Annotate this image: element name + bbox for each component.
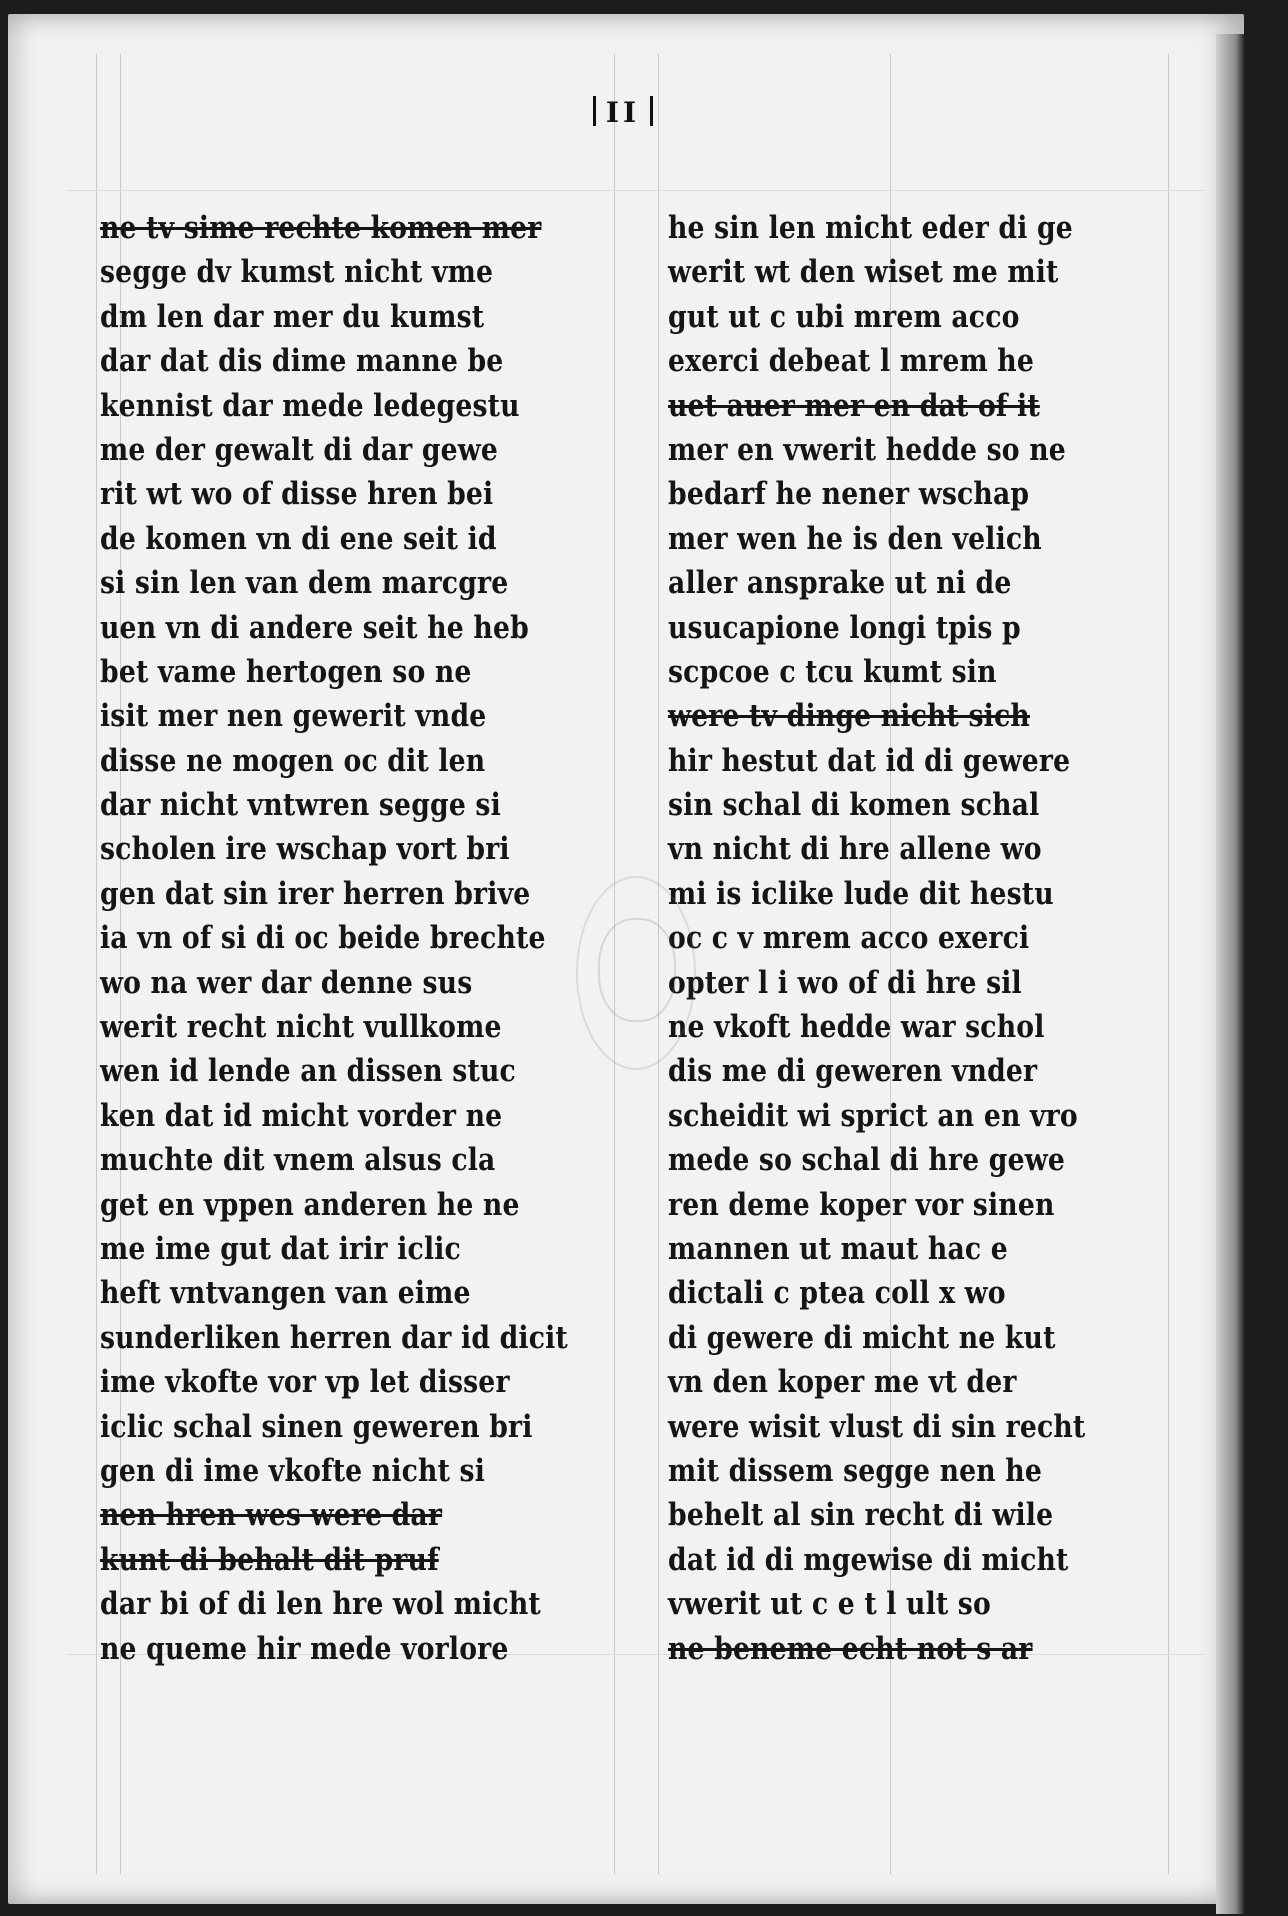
text-line: gut ut c ubi mrem acco: [668, 298, 1020, 335]
text-line: werit recht nicht vullkome: [100, 1009, 502, 1046]
text-line: ne beneme echt not s ar: [668, 1630, 1033, 1667]
text-line: vwerit ut c e t l ult so: [668, 1586, 991, 1623]
text-line: exerci debeat l mrem he: [668, 343, 1035, 380]
text-line: behelt al sin recht di wile: [668, 1497, 1054, 1534]
text-line: aller ansprake ut ni de: [668, 565, 1012, 602]
page-edge: [1216, 34, 1244, 1914]
text-line: dis me di geweren vnder: [668, 1053, 1038, 1090]
text-line: ren deme koper vor sinen: [668, 1186, 1055, 1223]
text-line: were tv dinge nicht sich: [668, 698, 1030, 735]
text-line: dat id di mgewise di micht: [668, 1541, 1069, 1578]
text-line: uet auer mer en dat of it: [668, 387, 1040, 424]
text-line: wen id lende an dissen stuc: [100, 1053, 516, 1090]
text-line: gen dat sin irer herren brive: [100, 875, 531, 912]
text-line: hir hestut dat id di gewere: [668, 742, 1071, 779]
text-line: di gewere di micht ne kut: [668, 1319, 1056, 1356]
text-line: disse ne mogen oc dit len: [100, 742, 486, 779]
text-line: heft vntvangen van eime: [100, 1275, 471, 1312]
right-text-column: [668, 206, 1188, 1671]
text-line: usucapione longi tpis p: [668, 609, 1021, 646]
text-line: kunt di behalt dit pruf: [100, 1541, 439, 1578]
text-line: scpcoe c tcu kumt sin: [668, 653, 997, 690]
text-line: iclic schal sinen geweren bri: [100, 1408, 533, 1445]
text-line: sunderliken herren dar id dicit: [100, 1319, 568, 1356]
text-line: he sin len micht eder di ge: [668, 210, 1073, 246]
text-line: oc c v mrem acco exerci: [668, 920, 1030, 957]
text-line: rit wt wo of disse hren bei: [100, 476, 494, 513]
text-line: were wisit vlust di sin recht: [668, 1408, 1086, 1445]
text-line: opter l i wo of di hre sil: [668, 964, 1022, 1001]
text-line: dar nicht vntwren segge si: [100, 787, 501, 824]
left-text-column: [100, 206, 640, 1671]
text-line: scheidit wi sprict an en vro: [668, 1097, 1078, 1134]
ruling-line: [68, 190, 1204, 191]
text-line: ne queme hir mede vorlore: [100, 1630, 509, 1667]
text-line: nen hren wes were dar: [100, 1497, 443, 1534]
text-line: dar bi of di len hre wol micht: [100, 1586, 541, 1623]
text-line: ne tv sime rechte komen mer: [100, 210, 542, 246]
text-line: bedarf he nener wschap: [668, 476, 1030, 513]
text-line: kennist dar mede ledegestu: [100, 387, 520, 424]
text-line: ken dat id micht vorder ne: [100, 1097, 503, 1134]
text-line: dm len dar mer du kumst: [100, 298, 485, 335]
text-line: mer wen he is den velich: [668, 520, 1042, 557]
library-stamp: [576, 876, 696, 1070]
text-line: vn den koper me vt der: [668, 1364, 1017, 1401]
text-line: ia vn of si di oc beide brechte: [100, 920, 546, 957]
text-line: me der gewalt di dar gewe: [100, 431, 499, 468]
text-line: muchte dit vnem alsus cla: [100, 1142, 496, 1179]
stamp-emblem: [598, 918, 676, 1022]
text-line: bet vame hertogen so ne: [100, 653, 472, 690]
text-line: si sin len van dem marcgre: [100, 565, 509, 602]
text-line: vn nicht di hre allene wo: [668, 831, 1042, 868]
text-line: segge dv kumst nicht vme: [100, 254, 494, 291]
text-line: de komen vn di ene seit id: [100, 520, 497, 557]
text-line: mede so schal di hre gewe: [668, 1142, 1065, 1179]
folio-number: II: [583, 96, 663, 126]
ruling-line: [96, 54, 97, 1874]
text-line: mit dissem segge nen he: [668, 1452, 1042, 1489]
text-line: wo na wer dar denne sus: [100, 964, 473, 1001]
text-line: dictali c ptea coll x wo: [668, 1275, 1006, 1312]
text-line: werit wt den wiset me mit: [668, 254, 1059, 291]
text-line: isit mer nen gewerit vnde: [100, 698, 487, 735]
text-line: mer en vwerit hedde so ne: [668, 431, 1066, 468]
text-line: scholen ire wschap vort bri: [100, 831, 510, 868]
manuscript-page: [8, 14, 1244, 1904]
text-line: me ime gut dat irir iclic: [100, 1230, 461, 1267]
text-line: uen vn di andere seit he heb: [100, 609, 529, 646]
text-line: ne vkoft hedde war schol: [668, 1009, 1045, 1046]
text-line: sin schal di komen schal: [668, 787, 1040, 824]
text-line: mi is iclike lude dit hestu: [668, 875, 1054, 912]
text-line: gen di ime vkofte nicht si: [100, 1452, 486, 1489]
text-line: dar dat dis dime manne be: [100, 343, 504, 380]
text-line: get en vppen anderen he ne: [100, 1186, 520, 1223]
text-line: mannen ut maut hac e: [668, 1230, 1008, 1267]
text-line: ime vkofte vor vp let disser: [100, 1364, 510, 1401]
